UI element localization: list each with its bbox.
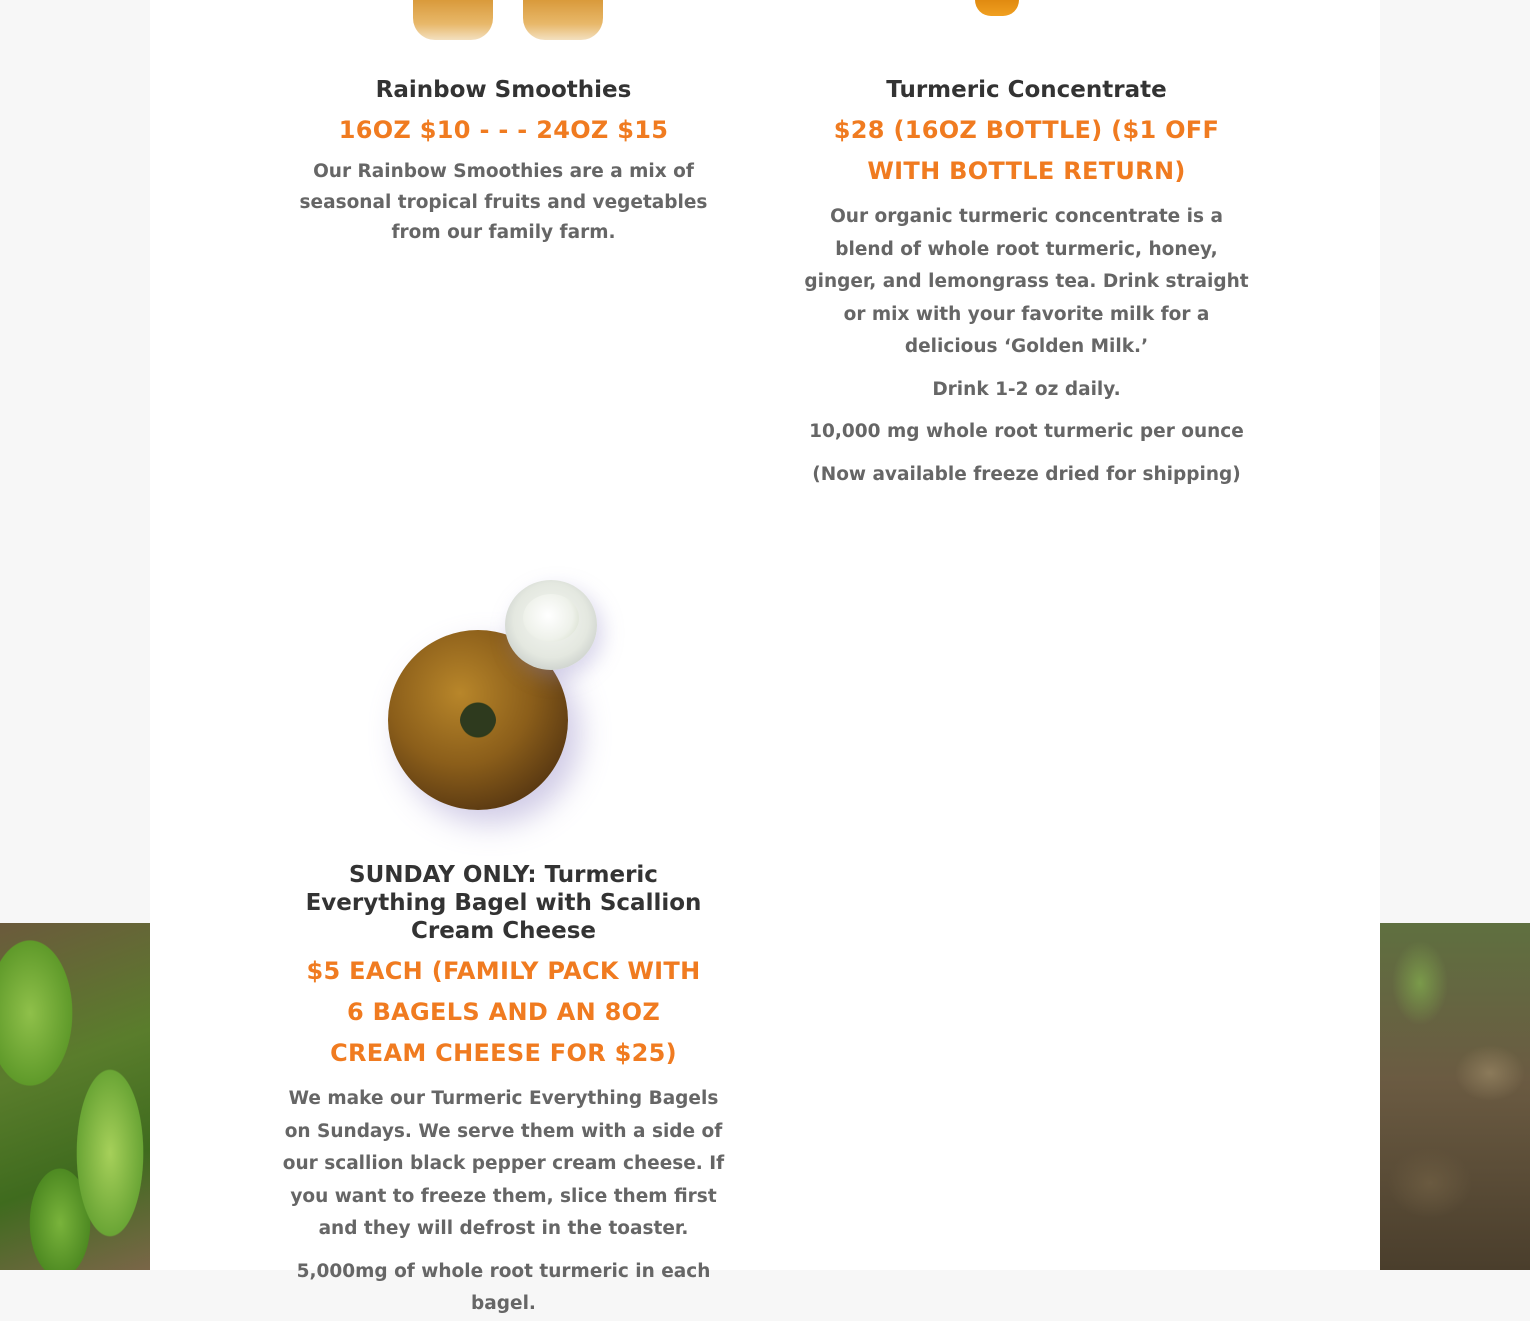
product-card-turmeric-bagel [277, 861, 730, 1321]
product-title: SUNDAY ONLY: Turmeric Everything Bagel with Scallion Cream Cheese [305, 862, 702, 944]
product-price: $5 EACH (FAMILY PACK WITH 6 BAGELS AND AN 8OZ CREAM CHEESE FOR $25) [306, 957, 701, 1067]
background-garden-photo-right [1380, 923, 1530, 1270]
product-price: 16OZ $10 - - - 24OZ $15 [338, 116, 669, 144]
product-price: $28 (16OZ BOTTLE) ($1 OFF WITH BOTTLE RETURN) [833, 116, 1220, 185]
turmeric-bottle-image [950, 0, 1140, 41]
product-description: We make our Turmeric Everything Bagels on Sundays. We serve them with a side of our scallion black pepper cream cheese. If you want to freeze them, slice them first and they will defrost in the toaster. [282, 1088, 725, 1239]
smoothie-jars-image [405, 0, 605, 41]
product-availability-note: (Now available freeze dried for shipping) [812, 463, 1241, 485]
product-title: Turmeric Concentrate [886, 77, 1167, 103]
product-card-rainbow-smoothies [277, 76, 730, 249]
product-dosage: Drink 1-2 oz daily. [932, 378, 1121, 400]
product-turmeric-content: 5,000mg of whole root turmeric in each bagel. [296, 1260, 711, 1314]
product-description: Our organic turmeric concentrate is a blend of whole root turmeric, honey, ginger, and lemongrass tea. Drink straight or mix with your favorite milk for a delicious ‘Golden Milk.’ [804, 206, 1249, 357]
product-description: Our Rainbow Smoothies are a mix of seasonal tropical fruits and vegetables from our family farm. [299, 161, 708, 243]
background-plant-photo-left [0, 923, 150, 1270]
product-card-turmeric-concentrate [800, 76, 1253, 491]
product-title: Rainbow Smoothies [375, 77, 632, 103]
page-content [150, 0, 1380, 1314]
bagel-cream-cheese-image [380, 560, 650, 830]
product-turmeric-content: 10,000 mg whole root turmeric per ounce [809, 421, 1244, 442]
